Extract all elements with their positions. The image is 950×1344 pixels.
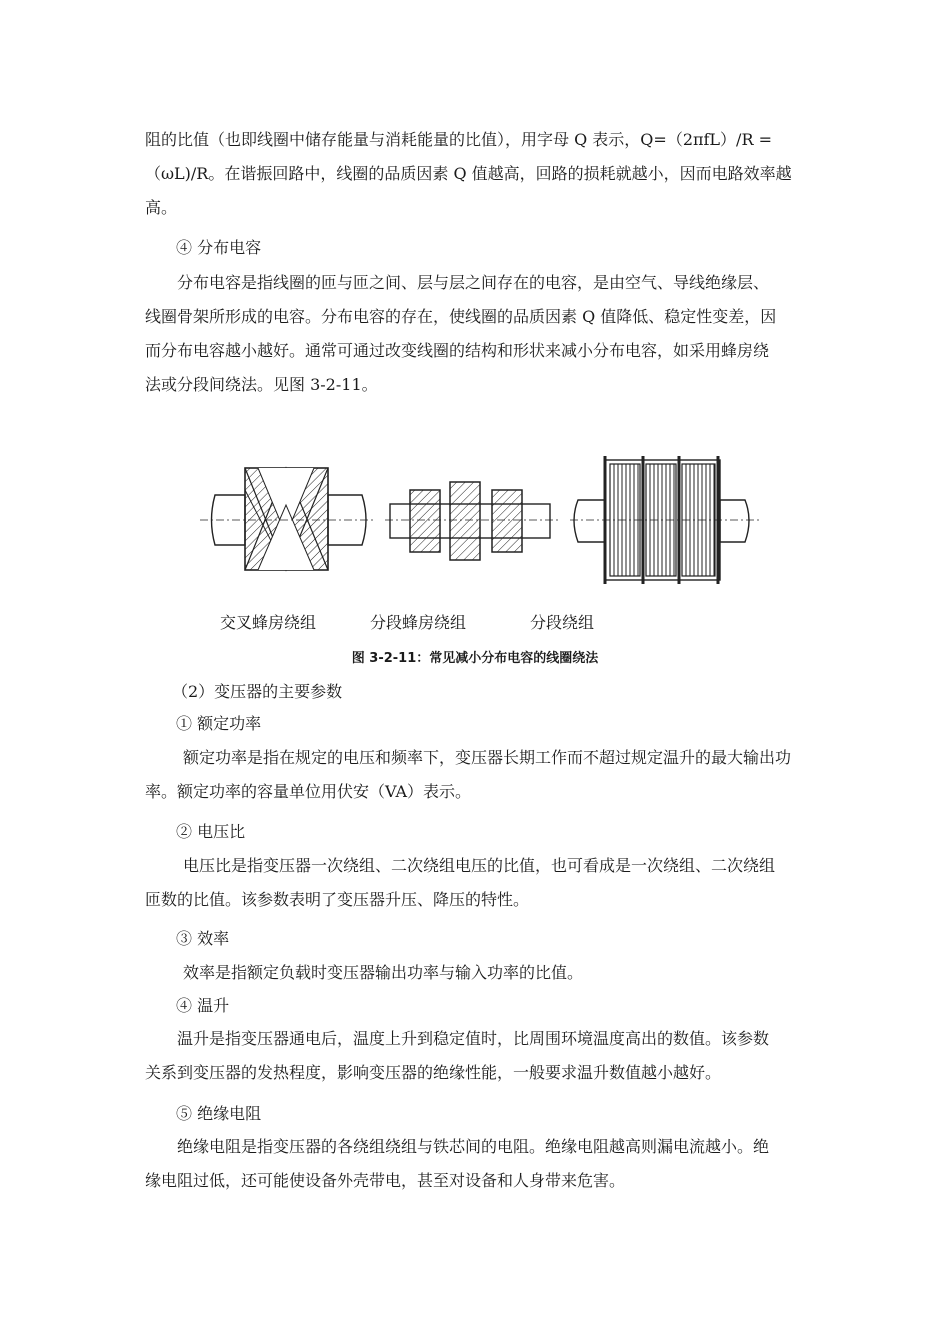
heading-temperature-rise: ④ 温升 [176,996,230,1015]
figure-label-sectional-honeycomb: 分段蜂房绕组 [370,613,467,632]
heading-efficiency: ③ 效率 [176,929,230,948]
text-line: 温升是指变压器通电后，温度上升到稳定值时，比周围环境温度高出的数值。该参数 [177,1029,770,1048]
heading-insulation-resistance: ⑤ 绝缘电阻 [176,1104,262,1123]
figure-label-cross-honeycomb: 交叉蜂房绕组 [220,613,317,632]
text-line: 电压比是指变压器一次绕组、二次绕组电压的比值，也可看成是一次绕组、二次绕组 [183,856,776,875]
text-line: （ωL)/R。在谐振回路中，线圈的品质因素 Q 值越高，回路的损耗就越小，因而电路效率越 [145,164,792,183]
paragraph-insulation-resistance [145,1130,810,1198]
heading-voltage-ratio: ② 电压比 [176,822,246,841]
section-heading-transformer-params: （2）变压器的主要参数 [172,682,343,701]
cross-honeycomb-winding-diagram [200,468,375,570]
text-line: 分布电容是指线圈的匝与匝之间、层与层之间存在的电容，是由空气、导线绝缘层、 [177,273,770,292]
paragraph-quality-factor [145,123,810,225]
text-line: 法或分段间绕法。见图 3-2-11。 [145,375,378,394]
paragraph-efficiency [145,956,810,990]
text-line: 缘电阻过低，还可能使设备外壳带电，甚至对设备和人身带来危害。 [145,1171,626,1190]
figure-caption: 图 3-2-11：常见减小分布电容的线圈绕法 [351,651,599,666]
paragraph-distributed-capacitance [145,266,810,402]
text-line: 而分布电容越小越好。通常可通过改变线圈的结构和形状来减小分布电容，如采用蜂房绕 [145,341,770,360]
paragraph-voltage-ratio [145,849,810,917]
sectional-honeycomb-winding-diagram [385,482,560,560]
text-line: 阻的比值（也即线圈中储存能量与消耗能量的比值），用字母 Q 表示，Q=（2πfL）/R = [145,130,772,149]
paragraph-temperature-rise [145,1022,810,1090]
text-line: 效率是指额定负载时变压器输出功率与输入功率的比值。 [183,963,584,982]
sectional-winding-diagram [570,456,760,584]
text-line: 绝缘电阻是指变压器的各绕组绕组与铁芯间的电阻。绝缘电阻越高则漏电流越小。绝 [177,1137,770,1156]
coil-winding-figure [200,450,770,590]
text-line: 线圈骨架所形成的电容。分布电容的存在，使线圈的品质因素 Q 值降低、稳定性变差，因 [145,307,777,326]
text-line: 匝数的比值。该参数表明了变压器升压、降压的特性。 [145,890,530,909]
text-line: 关系到变压器的发热程度，影响变压器的绝缘性能，一般要求温升数值越小越好。 [145,1063,722,1082]
heading-distributed-capacitance: ④ 分布电容 [176,238,262,257]
figure-label-sectional: 分段绕组 [530,613,595,632]
text-line: 高。 [145,198,178,217]
paragraph-rated-power [145,741,810,809]
text-line: 额定功率是指在规定的电压和频率下，变压器长期工作而不超过规定温升的最大输出功 [183,748,792,767]
text-line: 率。额定功率的容量单位用伏安（VA）表示。 [145,782,472,801]
heading-rated-power: ① 额定功率 [176,714,262,733]
